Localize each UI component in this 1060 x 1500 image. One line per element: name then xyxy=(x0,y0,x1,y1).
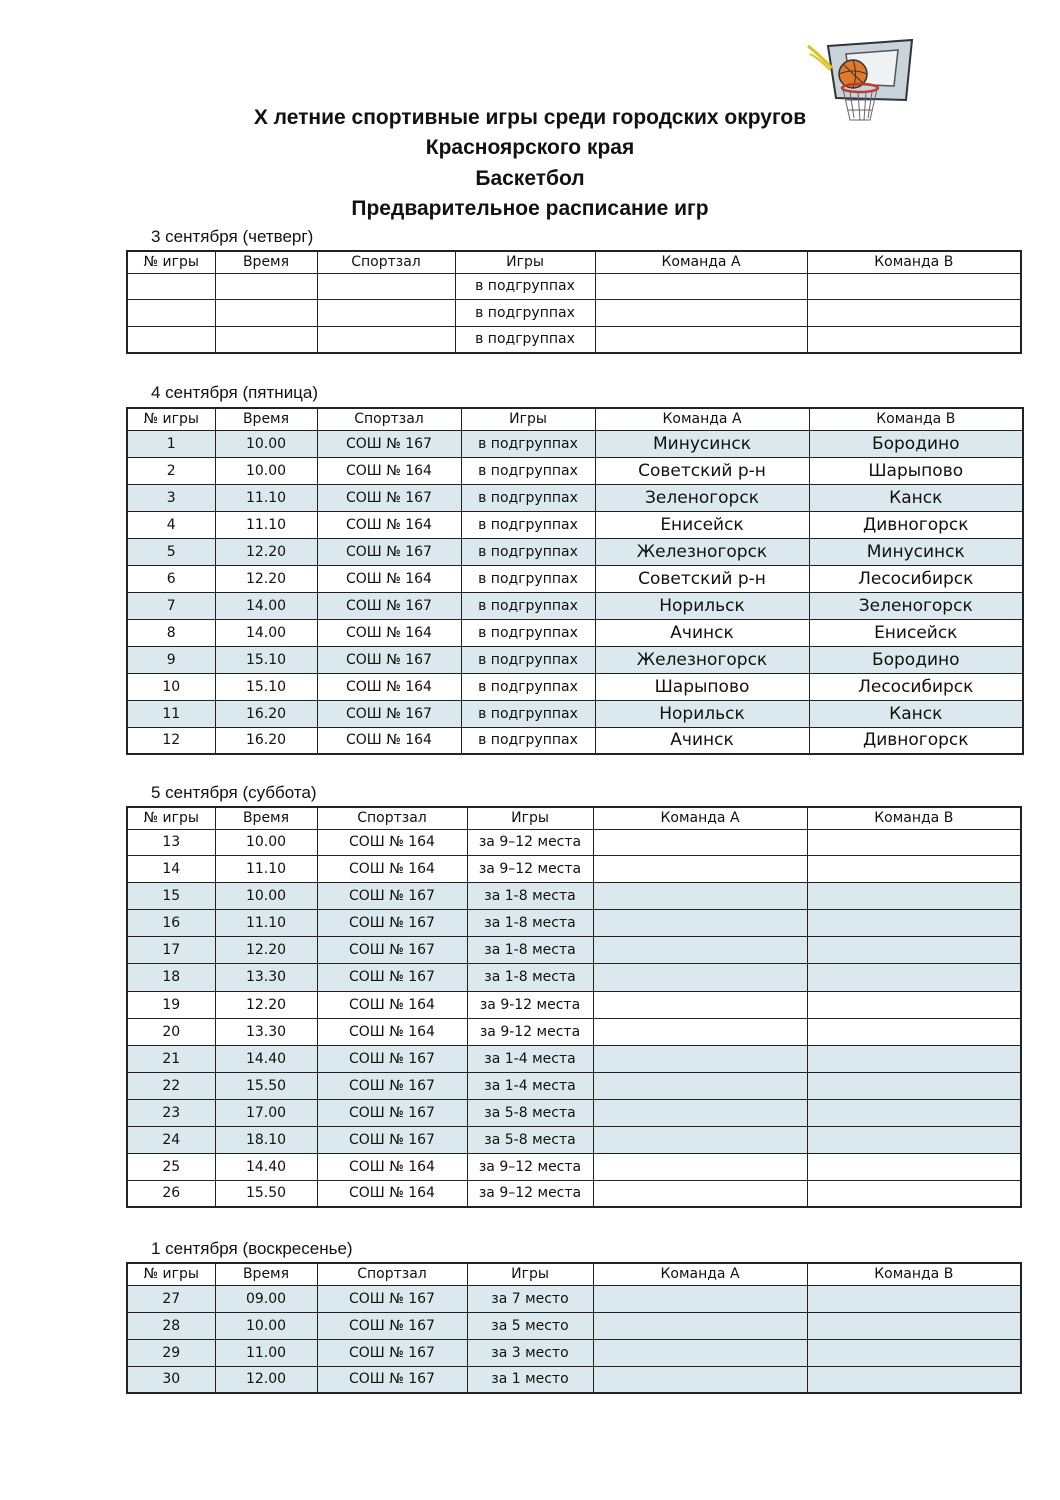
schedule-table xyxy=(126,806,1022,1208)
cell-game-number xyxy=(127,299,215,326)
event-title-line1: X летние спортивные игры среди городских округов xyxy=(253,106,807,129)
cell-team-a: Железногорск xyxy=(595,646,809,673)
cell-gym: СОШ № 167 xyxy=(317,1366,467,1393)
cell-team-b: Бородино xyxy=(809,430,1023,457)
cell-team-a xyxy=(593,829,807,855)
cell-team-a xyxy=(593,909,807,936)
cell-games: за 1 место xyxy=(467,1366,593,1393)
cell-gym: СОШ № 167 xyxy=(317,909,467,936)
table-header-row xyxy=(127,408,1023,430)
day-label: 4 сентября (пятница) xyxy=(151,383,319,402)
cell-game-number: 23 xyxy=(127,1099,215,1126)
cell-gym: СОШ № 167 xyxy=(317,646,461,673)
schedule-table xyxy=(126,250,1022,354)
cell-gym: СОШ № 164 xyxy=(317,511,461,538)
table-row xyxy=(127,326,1021,353)
cell-gym: СОШ № 164 xyxy=(317,1180,467,1207)
cell-game-number: 25 xyxy=(127,1153,215,1180)
cell-gym: СОШ № 164 xyxy=(317,619,461,646)
table-row xyxy=(127,511,1023,538)
table-row xyxy=(127,727,1023,754)
column-header-gym: Спортзал xyxy=(317,807,467,829)
cell-games: за 5 место xyxy=(467,1312,593,1339)
cell-games: в подгруппах xyxy=(455,273,595,299)
table-row xyxy=(127,700,1023,727)
table-row xyxy=(127,829,1021,855)
cell-time: 14.00 xyxy=(215,592,317,619)
cell-game-number: 12 xyxy=(127,727,215,754)
sport-title: Баскетбол xyxy=(475,167,585,190)
cell-team-b: Енисейск xyxy=(809,619,1023,646)
cell-time: 14.40 xyxy=(215,1153,317,1180)
day-label: 5 сентября (суббота) xyxy=(151,783,317,802)
cell-team-b xyxy=(807,1153,1021,1180)
table-row xyxy=(127,1180,1021,1207)
table-row xyxy=(127,592,1023,619)
cell-game-number: 4 xyxy=(127,511,215,538)
cell-games: в подгруппах xyxy=(461,565,595,592)
cell-team-a xyxy=(593,855,807,882)
cell-team-a xyxy=(593,1366,807,1393)
table-header-row xyxy=(127,1263,1021,1285)
cell-team-b: Дивногорск xyxy=(809,727,1023,754)
cell-game-number: 16 xyxy=(127,909,215,936)
cell-team-b xyxy=(807,991,1021,1018)
table-row xyxy=(127,1072,1021,1099)
cell-team-a xyxy=(593,1312,807,1339)
cell-games: в подгруппах xyxy=(455,326,595,353)
cell-game-number: 11 xyxy=(127,700,215,727)
cell-gym: СОШ № 167 xyxy=(317,1126,467,1153)
cell-games: в подгруппах xyxy=(455,299,595,326)
column-header-games: Игры xyxy=(467,1263,593,1285)
cell-team-a: Норильск xyxy=(595,592,809,619)
cell-team-b xyxy=(807,1366,1021,1393)
cell-time: 10.00 xyxy=(215,1312,317,1339)
cell-team-a: Шарыпово xyxy=(595,673,809,700)
cell-time: 12.00 xyxy=(215,1366,317,1393)
cell-time xyxy=(215,299,317,326)
column-header-time: Время xyxy=(215,807,317,829)
cell-time: 18.10 xyxy=(215,1126,317,1153)
cell-time: 12.20 xyxy=(215,565,317,592)
cell-game-number: 24 xyxy=(127,1126,215,1153)
cell-team-b xyxy=(807,963,1021,991)
cell-team-a xyxy=(595,326,807,353)
cell-game-number xyxy=(127,326,215,353)
cell-game-number: 26 xyxy=(127,1180,215,1207)
cell-games: в подгруппах xyxy=(461,511,595,538)
cell-time: 10.00 xyxy=(215,829,317,855)
table-row xyxy=(127,430,1023,457)
cell-games: за 9–12 места xyxy=(467,855,593,882)
column-header-games: Игры xyxy=(455,251,595,273)
cell-gym: СОШ № 167 xyxy=(317,1072,467,1099)
cell-games: в подгруппах xyxy=(461,430,595,457)
cell-team-a: Железногорск xyxy=(595,538,809,565)
table-header-row xyxy=(127,807,1021,829)
column-header-gym: Спортзал xyxy=(317,251,455,273)
cell-gym xyxy=(317,273,455,299)
cell-team-a xyxy=(593,1153,807,1180)
table-row xyxy=(127,538,1023,565)
cell-games: за 1-4 места xyxy=(467,1045,593,1072)
cell-gym xyxy=(317,326,455,353)
cell-team-a xyxy=(593,1099,807,1126)
cell-team-a xyxy=(593,1339,807,1366)
cell-team-b xyxy=(807,855,1021,882)
cell-team-a xyxy=(593,963,807,991)
cell-gym: СОШ № 164 xyxy=(317,991,467,1018)
cell-game-number: 22 xyxy=(127,1072,215,1099)
cell-time: 10.00 xyxy=(215,457,317,484)
column-header-team-b: Команда В xyxy=(807,807,1021,829)
cell-time: 11.00 xyxy=(215,1339,317,1366)
column-header-game-number: № игры xyxy=(127,408,215,430)
column-header-games: Игры xyxy=(461,408,595,430)
cell-time: 13.30 xyxy=(215,1018,317,1045)
cell-game-number: 15 xyxy=(127,882,215,909)
table-row xyxy=(127,963,1021,991)
cell-games: в подгруппах xyxy=(461,484,595,511)
table-row xyxy=(127,565,1023,592)
cell-game-number: 13 xyxy=(127,829,215,855)
cell-team-b: Дивногорск xyxy=(809,511,1023,538)
event-title-line2: Красноярского края xyxy=(425,136,635,159)
cell-game-number: 18 xyxy=(127,963,215,991)
cell-time: 15.10 xyxy=(215,673,317,700)
cell-game-number: 28 xyxy=(127,1312,215,1339)
table-header-row xyxy=(127,251,1021,273)
cell-games: за 9–12 места xyxy=(467,1153,593,1180)
cell-team-b xyxy=(807,273,1021,299)
cell-game-number: 2 xyxy=(127,457,215,484)
cell-games: в подгруппах xyxy=(461,538,595,565)
cell-time: 14.40 xyxy=(215,1045,317,1072)
cell-team-a xyxy=(595,299,807,326)
cell-time: 10.00 xyxy=(215,430,317,457)
table-row xyxy=(127,484,1023,511)
cell-team-a: Енисейск xyxy=(595,511,809,538)
cell-game-number: 7 xyxy=(127,592,215,619)
cell-time xyxy=(215,326,317,353)
cell-team-a xyxy=(593,1126,807,1153)
cell-games: за 1-8 места xyxy=(467,882,593,909)
table-row xyxy=(127,619,1023,646)
table-row xyxy=(127,991,1021,1018)
cell-team-a: Ачинск xyxy=(595,619,809,646)
cell-games: за 9-12 места xyxy=(467,991,593,1018)
cell-game-number: 19 xyxy=(127,991,215,1018)
cell-games: за 1-8 места xyxy=(467,909,593,936)
column-header-team-b: Команда В xyxy=(809,408,1023,430)
cell-team-b xyxy=(807,936,1021,963)
cell-gym: СОШ № 164 xyxy=(317,565,461,592)
cell-games: за 9–12 места xyxy=(467,829,593,855)
table-row xyxy=(127,1312,1021,1339)
column-header-team-b: Команда В xyxy=(807,251,1021,273)
column-header-game-number: № игры xyxy=(127,807,215,829)
cell-games: в подгруппах xyxy=(461,619,595,646)
cell-team-b: Лесосибирск xyxy=(809,565,1023,592)
cell-team-a: Советский р-н xyxy=(595,565,809,592)
cell-team-b: Канск xyxy=(809,484,1023,511)
cell-gym: СОШ № 167 xyxy=(317,538,461,565)
cell-game-number: 14 xyxy=(127,855,215,882)
cell-team-b xyxy=(807,909,1021,936)
schedule-subtitle: Предварительное расписание игр xyxy=(351,197,709,220)
cell-games: за 1-8 места xyxy=(467,963,593,991)
cell-gym: СОШ № 167 xyxy=(317,963,467,991)
cell-team-a xyxy=(595,273,807,299)
cell-team-b xyxy=(807,1180,1021,1207)
cell-gym: СОШ № 167 xyxy=(317,1045,467,1072)
cell-team-a xyxy=(593,1180,807,1207)
table-row xyxy=(127,936,1021,963)
cell-team-b xyxy=(807,1018,1021,1045)
cell-gym: СОШ № 167 xyxy=(317,484,461,511)
cell-team-b xyxy=(807,1072,1021,1099)
table-row xyxy=(127,1099,1021,1126)
cell-games: за 1-8 места xyxy=(467,936,593,963)
column-header-game-number: № игры xyxy=(127,251,215,273)
cell-team-a: Советский р-н xyxy=(595,457,809,484)
cell-team-a: Минусинск xyxy=(595,430,809,457)
schedule-table xyxy=(126,1262,1022,1394)
cell-time: 12.20 xyxy=(215,991,317,1018)
cell-gym: СОШ № 164 xyxy=(317,1018,467,1045)
cell-time: 15.10 xyxy=(215,646,317,673)
cell-gym: СОШ № 167 xyxy=(317,430,461,457)
table-row xyxy=(127,1018,1021,1045)
cell-time: 12.20 xyxy=(215,936,317,963)
cell-time: 12.20 xyxy=(215,538,317,565)
cell-games: за 7 место xyxy=(467,1285,593,1312)
cell-games: за 3 место xyxy=(467,1339,593,1366)
column-header-team-a: Команда А xyxy=(593,1263,807,1285)
cell-game-number: 17 xyxy=(127,936,215,963)
cell-game-number: 10 xyxy=(127,673,215,700)
cell-time xyxy=(215,273,317,299)
cell-time: 15.50 xyxy=(215,1072,317,1099)
cell-time: 16.20 xyxy=(215,700,317,727)
cell-gym xyxy=(317,299,455,326)
cell-gym: СОШ № 167 xyxy=(317,592,461,619)
column-header-time: Время xyxy=(215,408,317,430)
cell-time: 14.00 xyxy=(215,619,317,646)
cell-team-a xyxy=(593,1072,807,1099)
cell-gym: СОШ № 167 xyxy=(317,700,461,727)
cell-games: в подгруппах xyxy=(461,457,595,484)
column-header-games: Игры xyxy=(467,807,593,829)
cell-gym: СОШ № 164 xyxy=(317,457,461,484)
cell-games: за 9–12 места xyxy=(467,1180,593,1207)
table-row xyxy=(127,1045,1021,1072)
cell-time: 09.00 xyxy=(215,1285,317,1312)
table-row xyxy=(127,299,1021,326)
cell-team-b: Минусинск xyxy=(809,538,1023,565)
day-label: 1 сентября (воскресенье) xyxy=(151,1239,353,1258)
cell-team-b xyxy=(807,1045,1021,1072)
cell-team-b xyxy=(807,299,1021,326)
cell-time: 13.30 xyxy=(215,963,317,991)
cell-games: в подгруппах xyxy=(461,592,595,619)
cell-game-number: 3 xyxy=(127,484,215,511)
table-row xyxy=(127,1366,1021,1393)
column-header-time: Время xyxy=(215,251,317,273)
table-row xyxy=(127,1153,1021,1180)
table-row xyxy=(127,273,1021,299)
column-header-gym: Спортзал xyxy=(317,1263,467,1285)
cell-game-number xyxy=(127,273,215,299)
cell-games: за 5-8 места xyxy=(467,1126,593,1153)
cell-game-number: 9 xyxy=(127,646,215,673)
cell-gym: СОШ № 167 xyxy=(317,1099,467,1126)
cell-team-b xyxy=(807,882,1021,909)
table-row xyxy=(127,1126,1021,1153)
table-row xyxy=(127,646,1023,673)
cell-gym: СОШ № 164 xyxy=(317,829,467,855)
cell-game-number: 6 xyxy=(127,565,215,592)
table-row xyxy=(127,673,1023,700)
cell-games: в подгруппах xyxy=(461,700,595,727)
cell-team-a xyxy=(593,1018,807,1045)
cell-time: 11.10 xyxy=(215,855,317,882)
cell-gym: СОШ № 164 xyxy=(317,1153,467,1180)
cell-gym: СОШ № 167 xyxy=(317,882,467,909)
cell-time: 11.10 xyxy=(215,909,317,936)
column-header-time: Время xyxy=(215,1263,317,1285)
cell-gym: СОШ № 167 xyxy=(317,1339,467,1366)
cell-time: 10.00 xyxy=(215,882,317,909)
cell-team-b xyxy=(807,1339,1021,1366)
cell-team-a xyxy=(593,882,807,909)
column-header-team-a: Команда А xyxy=(595,251,807,273)
cell-game-number: 5 xyxy=(127,538,215,565)
cell-team-a: Зеленогорск xyxy=(595,484,809,511)
cell-team-a xyxy=(593,1285,807,1312)
schedule-table xyxy=(126,407,1024,755)
cell-team-b xyxy=(807,1312,1021,1339)
cell-team-b: Канск xyxy=(809,700,1023,727)
cell-team-b xyxy=(807,829,1021,855)
table-row xyxy=(127,1285,1021,1312)
table-row xyxy=(127,855,1021,882)
cell-team-a: Ачинск xyxy=(595,727,809,754)
cell-games: за 1-4 места xyxy=(467,1072,593,1099)
cell-game-number: 30 xyxy=(127,1366,215,1393)
day-label: 3 сентября (четверг) xyxy=(151,227,314,246)
cell-game-number: 21 xyxy=(127,1045,215,1072)
cell-gym: СОШ № 164 xyxy=(317,727,461,754)
cell-time: 17.00 xyxy=(215,1099,317,1126)
basketball-hoop-icon xyxy=(806,38,914,126)
column-header-team-b: Команда В xyxy=(807,1263,1021,1285)
cell-time: 11.10 xyxy=(215,511,317,538)
cell-team-a xyxy=(593,936,807,963)
cell-team-b: Лесосибирск xyxy=(809,673,1023,700)
cell-game-number: 29 xyxy=(127,1339,215,1366)
cell-gym: СОШ № 167 xyxy=(317,936,467,963)
cell-games: в подгруппах xyxy=(461,673,595,700)
cell-team-b xyxy=(807,1126,1021,1153)
cell-team-b: Шарыпово xyxy=(809,457,1023,484)
cell-game-number: 27 xyxy=(127,1285,215,1312)
table-row xyxy=(127,457,1023,484)
cell-team-b: Бородино xyxy=(809,646,1023,673)
cell-game-number: 20 xyxy=(127,1018,215,1045)
cell-team-a: Норильск xyxy=(595,700,809,727)
cell-games: в подгруппах xyxy=(461,727,595,754)
cell-team-b xyxy=(807,326,1021,353)
cell-games: в подгруппах xyxy=(461,646,595,673)
cell-game-number: 8 xyxy=(127,619,215,646)
table-row xyxy=(127,1339,1021,1366)
cell-game-number: 1 xyxy=(127,430,215,457)
cell-gym: СОШ № 167 xyxy=(317,1285,467,1312)
column-header-gym: Спортзал xyxy=(317,408,461,430)
column-header-game-number: № игры xyxy=(127,1263,215,1285)
cell-team-b xyxy=(807,1285,1021,1312)
cell-games: за 5-8 места xyxy=(467,1099,593,1126)
table-row xyxy=(127,909,1021,936)
cell-team-a xyxy=(593,991,807,1018)
cell-team-b xyxy=(807,1099,1021,1126)
table-row xyxy=(127,882,1021,909)
cell-games: за 9-12 места xyxy=(467,1018,593,1045)
column-header-team-a: Команда А xyxy=(593,807,807,829)
cell-gym: СОШ № 164 xyxy=(317,855,467,882)
column-header-team-a: Команда А xyxy=(595,408,809,430)
cell-gym: СОШ № 164 xyxy=(317,673,461,700)
cell-time: 15.50 xyxy=(215,1180,317,1207)
cell-time: 11.10 xyxy=(215,484,317,511)
cell-team-b: Зеленогорск xyxy=(809,592,1023,619)
cell-team-a xyxy=(593,1045,807,1072)
cell-time: 16.20 xyxy=(215,727,317,754)
cell-gym: СОШ № 167 xyxy=(317,1312,467,1339)
